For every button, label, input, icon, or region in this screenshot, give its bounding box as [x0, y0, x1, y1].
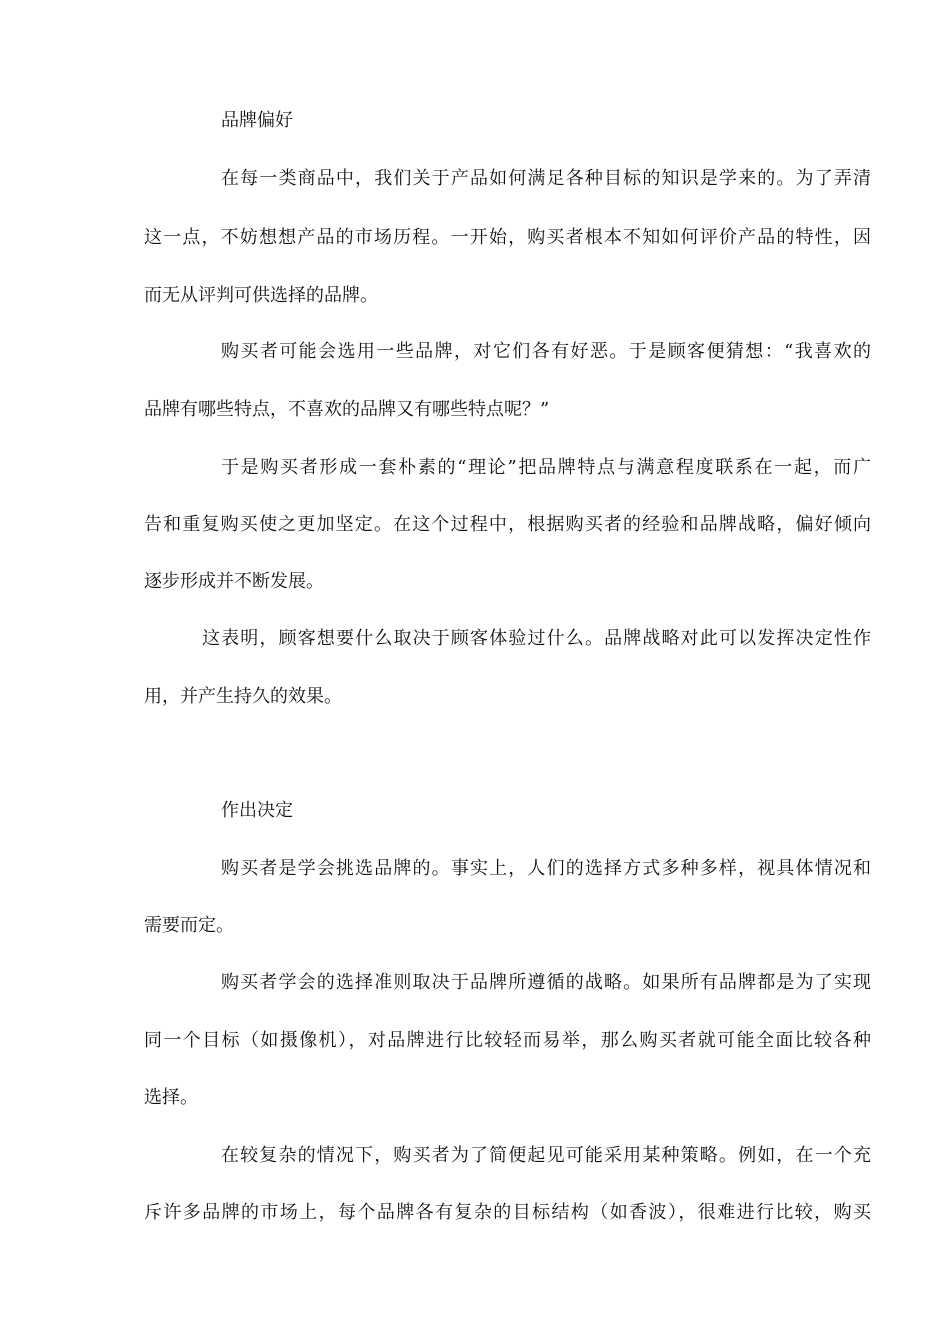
- paragraph-line: 选择。: [144, 1087, 198, 1108]
- paragraph-line: 购买者是学会挑选品牌的。事实上，人们的选择方式多种多样，视具体情况和: [221, 858, 871, 879]
- paragraph-line: 于是购买者形成一套朴素的“理论”把品牌特点与满意程度联系在一起，而广: [221, 457, 871, 478]
- paragraph-line: 而无从评判可供选择的品牌。: [144, 285, 378, 306]
- paragraph-line: 购买者学会的选择准则取决于品牌所遵循的战略。如果所有品牌都是为了实现: [221, 972, 871, 993]
- paragraph-line: 用，并产生持久的效果。: [144, 686, 342, 707]
- paragraph-line: 这一点，不妨想想产品的市场历程。一开始，购买者根本不知如何评价产品的特性，因: [144, 227, 871, 248]
- paragraph-line: 在较复杂的情况下，购买者为了简便起见可能采用某种策略。例如，在一个充: [221, 1145, 871, 1166]
- paragraph-line: 告和重复购买使之更加坚定。在这个过程中，根据购买者的经验和品牌战略，偏好倾向: [144, 514, 871, 535]
- paragraph-line: 品牌有哪些特点，不喜欢的品牌又有哪些特点呢？”: [144, 399, 550, 420]
- paragraph-line: 这表明，顾客想要什么取决于顾客体验过什么。品牌战略对此可以发挥决定性作: [202, 628, 871, 649]
- paragraph-line: 需要而定。: [144, 915, 234, 936]
- section-heading-brand-preference: 品牌偏好: [221, 110, 293, 131]
- paragraph-line: 同一个目标（如摄像机），对品牌进行比较轻而易举，那么购买者就可能全面比较各种: [144, 1030, 871, 1051]
- paragraph-line: 购买者可能会选用一些品牌，对它们各有好恶。于是顾客便猜想：“我喜欢的: [221, 341, 871, 362]
- section-heading-making-decision: 作出决定: [221, 800, 293, 821]
- paragraph-line: 斥许多品牌的市场上，每个品牌各有复杂的目标结构（如香波），很难进行比较，购买: [144, 1202, 871, 1223]
- paragraph-line: 在每一类商品中，我们关于产品如何满足各种目标的知识是学来的。为了弄清: [221, 168, 871, 189]
- paragraph-line: 逐步形成并不断发展。: [144, 571, 324, 592]
